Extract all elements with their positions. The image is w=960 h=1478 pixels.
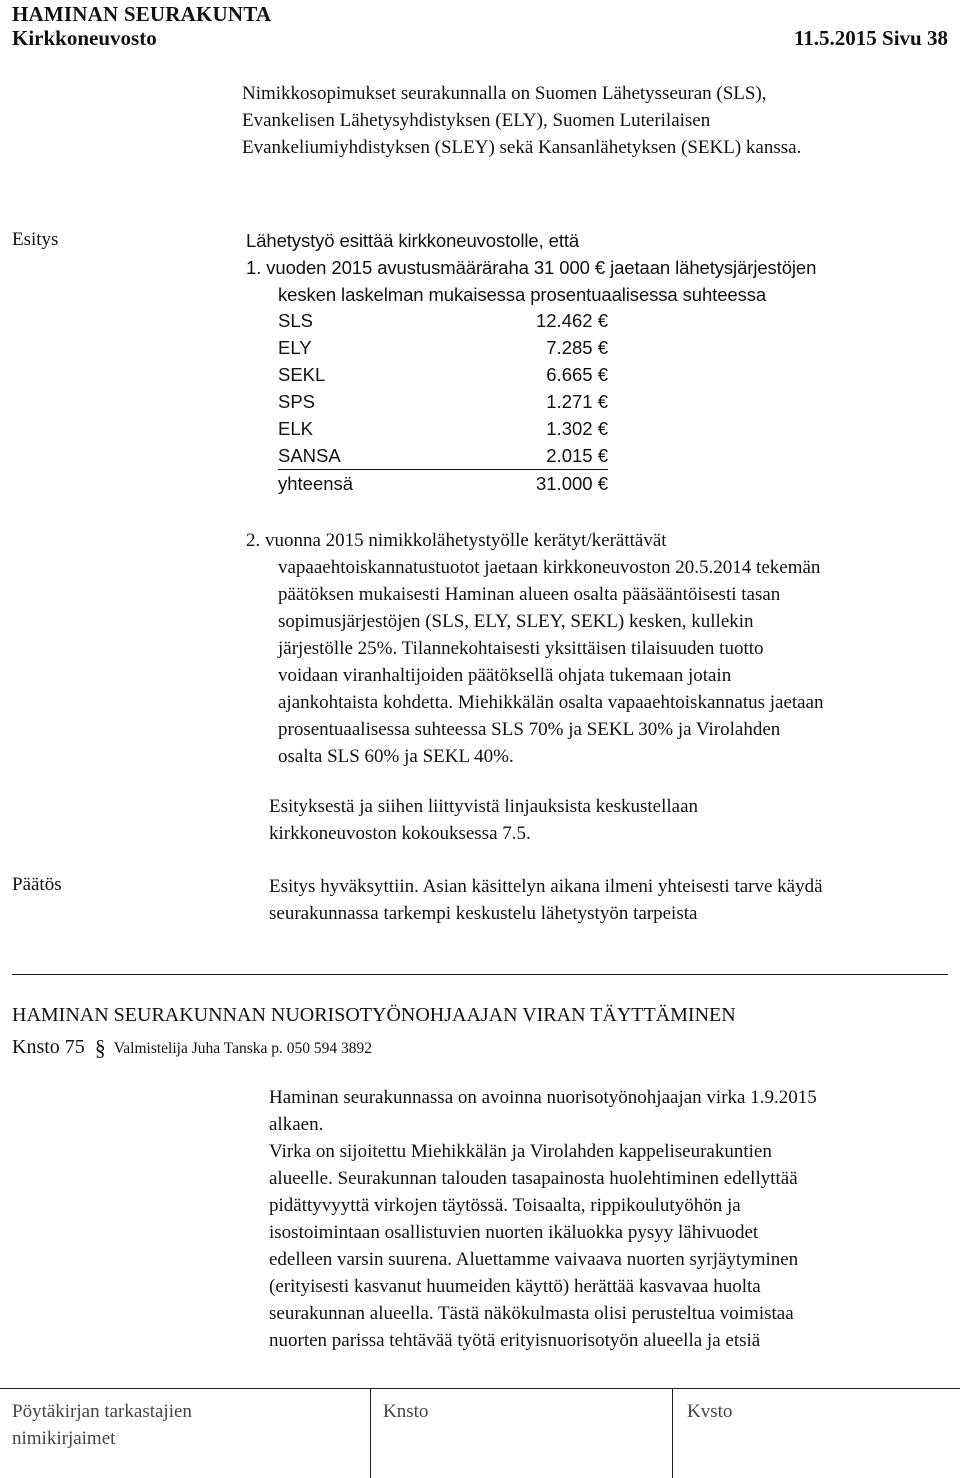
allocation-row [278,307,608,334]
text-line: Evankelisen Lähetysyhdistyksen (ELY), Suomen Luterilaisen [242,110,711,131]
text-line: alueelle. Seurakunnan talouden tasapainosta huolehtiminen edellyttää [269,1168,798,1189]
footer-col-kvsto: Kvsto [687,1401,733,1422]
allocation-value: 12.462 € [535,310,608,331]
text-line: Esityksestä ja siihen liittyvistä linjauksista keskustellaan [269,796,699,817]
ksto-number: Knsto 75 [12,1036,85,1058]
footer-col-knsto: Knsto [383,1401,429,1422]
allocation-name: SLS [278,310,313,331]
date-and-page: 11.5.2015 Sivu 38 [793,26,948,50]
text-line: edelleen varsin suurena. Aluettamme vaivaava nuorten syrjäytyminen [269,1249,799,1270]
text-line: osalta SLS 60% ja SEKL 40%. [278,746,514,767]
text-line: Haminan seurakunnassa on avoinna nuorisotyönohjaajan virka 1.9.2015 [269,1087,817,1108]
allocation-value: 2.015 € [546,445,608,466]
esitys-label: Esitys [12,229,59,250]
text-line: Esitys hyväksyttiin. Asian käsittelyn aikana ilmeni yhteisesti tarve käydä [269,876,823,897]
text-line: 1. vuoden 2015 avustusmääräraha 31 000 € jaetaan lähetysjärjestöjen [246,257,817,278]
text-line: isostoimintaan osallistuvien nuorten ikäluokka pysyy lähivuodet [269,1222,759,1243]
allocation-row [278,334,608,361]
preparer-info: Valmistelija Juha Tanska p. 050 594 3892 [113,1040,373,1057]
paatos-label: Päätös [12,874,62,895]
text-line: kirkkoneuvoston kokouksessa 7.5. [269,823,531,844]
section-body [269,1084,959,1354]
section-title: HAMINAN SEURAKUNNAN NUORISOTYÖNOHJAAJAN VIRAN TÄYTTÄMINEN [12,1004,736,1026]
text-line: vapaaehtoiskannatustuotot jaetaan kirkkoneuvoston 20.5.2014 tekemän [278,557,821,578]
organization-name: HAMINAN SEURAKUNTA [12,2,272,26]
text-line: nuorten parissa tehtävää työtä erityisnuorisotyön alueella ja etsiä [269,1330,761,1351]
text-line: järjestölle 25%. Tilannekohtaisesti yksittäisen tilaisuuden tuotto [278,638,764,659]
footer-divider [370,1388,371,1478]
text-line: Pöytäkirjan tarkastajien [12,1401,192,1422]
text-line: ajankohtaista kohdetta. Miehikkälän osalta vapaaehtoiskannatus jaetaan [278,692,824,713]
allocation-total-row [278,470,608,497]
allocation-name: SPS [278,391,316,412]
text-line: sopimusjärjestöjen (SLS, ELY, SLEY, SEKL) kesken, kullekin [278,611,754,632]
esitys-intro: Lähetystyö esittää kirkkoneuvostolle, että [246,230,580,251]
allocation-value: 6.665 € [546,364,608,385]
text-line: alkaen. [269,1114,324,1135]
allocation-value: 1.302 € [546,418,608,439]
allocation-value: 1.271 € [546,391,608,412]
allocation-row [278,442,608,470]
footer-top-border [0,1388,960,1389]
text-line: (erityisesti kasvanut huumeiden käyttö) herättää kasvavaa huolta [269,1276,761,1297]
text-line: nimikirjaimet [12,1428,116,1449]
text-line: seurakunnan alueella. Tästä näkökulmasta olisi perusteltua voimistaa [269,1303,794,1324]
section-number [12,1033,372,1059]
footer-col-inspectors [12,1398,192,1452]
section-divider [12,974,948,975]
allocation-row [278,388,608,415]
allocation-name: ELK [278,418,313,439]
intro-paragraph [242,80,942,161]
text-line: pidättyvyyttä virkojen täytössä. Toisaalta, rippikoulutyöhön ja [269,1195,741,1216]
allocation-row [278,361,608,388]
text-line: Virka on sijoitettu Miehikkälän ja Virolahden kappeliseurakuntien [269,1141,772,1162]
allocation-value: 7.285 € [546,337,608,358]
text-line: Nimikkosopimukset seurakunnalla on Suomen Lähetysseuran (SLS), [242,83,767,104]
discussion-paragraph [269,793,698,847]
allocation-value: 31.000 € [535,473,608,494]
text-line: päätöksen mukaisesti Haminan alueen osalta pääsääntöisesti tasan [278,584,781,605]
text-line: seurakunnassa tarkempi keskustelu lähetystyön tarpeista [269,903,698,924]
allocation-name: SANSA [278,445,341,466]
text-line: kesken laskelman mukaisessa prosentuaalisessa suhteessa [278,283,767,305]
esitys-item-1 [246,255,946,308]
allocation-name: SEKL [278,364,326,385]
text-line: 2. vuonna 2015 nimikkolähetystyölle kerätyt/kerättävät [246,530,667,551]
allocation-name: ELY [278,337,312,358]
allocation-row [278,415,608,442]
esitys-item-2 [246,527,951,770]
text-line: Evankeliumiyhdistyksen (SLEY) sekä Kansanlähetyksen (SEKL) kanssa. [242,137,802,158]
paatos-text [269,873,959,927]
footer-divider [672,1388,673,1478]
allocation-name: yhteensä [278,473,354,494]
footer-signature-box [0,1388,960,1478]
body-name: Kirkkoneuvosto [12,26,157,50]
text-line: voidaan viranhaltijoiden päätöksellä ohjata tukemaan jotain [278,665,732,686]
text-line: prosentuaalisessa suhteessa SLS 70% ja SEKL 30% ja Virolahden [278,719,781,740]
allocation-table [278,307,608,497]
paragraph-sign: § [94,1035,106,1060]
